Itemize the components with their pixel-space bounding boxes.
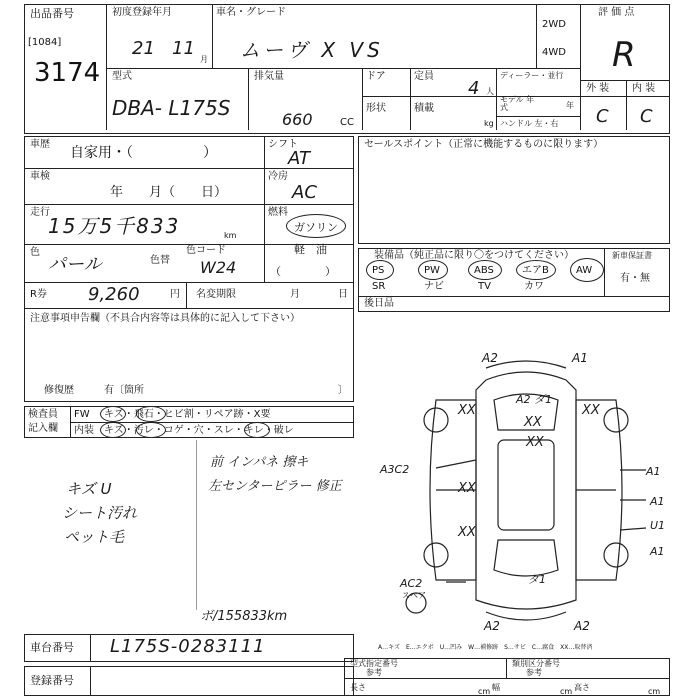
length-label: 長さ xyxy=(350,683,366,692)
note-scratch: キズ U xyxy=(66,480,112,498)
fuel-label: 燃料 xyxy=(268,207,288,218)
equip-pw: PW xyxy=(424,265,440,276)
note-panel: 前 インパネ 擦キ xyxy=(210,455,309,470)
legend: A…キズ E…エクボ U…凹み W…補修跡 S…サビ C…腐食 XX…取替済 xyxy=(378,644,593,651)
divider xyxy=(362,68,363,130)
ac-label: 冷房 xyxy=(268,171,288,182)
fuel-gasoline: ガソリン xyxy=(294,221,338,234)
registration-label: 登録番号 xyxy=(30,674,74,687)
spare-label: スペア xyxy=(402,591,426,600)
reference-label-1: 参考 xyxy=(366,668,382,677)
load-label: 積載 xyxy=(414,103,434,114)
cm-2: cm xyxy=(560,687,573,696)
circle-fw-scratch xyxy=(100,406,126,422)
lot-code: [1084] xyxy=(28,37,62,48)
displacement-unit: CC xyxy=(340,117,354,128)
grade-label: 評 価 点 xyxy=(598,7,635,18)
equip-abs: ABS xyxy=(474,265,494,276)
year-unit: 年 xyxy=(566,101,574,110)
drive-2wd: 2WD xyxy=(542,19,566,30)
cm-3: cm xyxy=(648,687,661,696)
inspector-label-1: 検査員 xyxy=(28,409,58,420)
circle-in-scratch xyxy=(100,422,126,438)
shift-label: シフト xyxy=(268,139,298,150)
car-name-value: ムーヴ X VS xyxy=(240,38,384,62)
mark-a2-front: A2 xyxy=(482,351,498,365)
history-value: 自家用・（ ） xyxy=(70,145,217,161)
first-reg-label: 初度登録年月 xyxy=(112,7,172,18)
ac-value: AC xyxy=(292,182,317,203)
divider xyxy=(24,204,354,205)
fuel-other: （ ） xyxy=(270,265,336,278)
mark-a2-da1: A2 ダ1 xyxy=(516,393,553,406)
divider xyxy=(580,96,670,97)
name-change-month: 月 xyxy=(290,289,300,300)
inspector-label-2: 記入欄 xyxy=(28,423,58,434)
fw-items: キズ・飛石・ヒビ割・リペア跡・X要 xyxy=(104,409,271,420)
divider xyxy=(264,136,265,282)
divider xyxy=(24,308,354,309)
circle-in-wear xyxy=(244,422,270,438)
divider xyxy=(106,68,580,69)
color-change-label: 色替 xyxy=(150,255,170,266)
equip-leather: カワ xyxy=(524,281,544,292)
recycle-value: 9,260 xyxy=(88,284,140,305)
warranty-label: 新車保証書 xyxy=(612,251,652,260)
warranty-value: 有・無 xyxy=(620,273,650,284)
fw-label: FW xyxy=(74,409,90,420)
mark-a3c2: A3C2 xyxy=(380,463,410,476)
sales-frame xyxy=(358,136,670,244)
divider xyxy=(106,4,107,130)
mark-xx-5: XX xyxy=(458,481,476,496)
height-label: 高さ xyxy=(574,683,590,692)
exterior-value: C xyxy=(596,106,609,127)
lot-number: 3174 xyxy=(34,58,101,88)
reference-label-2: 参考 xyxy=(526,668,542,677)
width-label: 幅 xyxy=(492,683,500,692)
mark-a1-front: A1 xyxy=(572,351,588,365)
recycle-unit: 円 xyxy=(170,289,180,300)
mark-da1-rear: ダ1 xyxy=(528,573,546,586)
in-items: キズ・汚レ・コゲ・穴・スレ・キレ・破レ xyxy=(104,425,294,436)
drive-4wd: 4WD xyxy=(542,47,566,58)
shift-value: AT xyxy=(288,148,310,169)
color-label: 色 xyxy=(30,247,40,258)
equip-tv: TV xyxy=(478,281,491,292)
color-value: パール xyxy=(48,254,102,275)
mark-xx-4: XX xyxy=(526,435,544,450)
repair-close: 〕 xyxy=(338,385,348,396)
classification-label: 類別区分番号 xyxy=(512,659,560,668)
equip-airbag: エアB xyxy=(522,265,549,276)
cm-1: cm xyxy=(478,687,491,696)
mark-a1-right-3: A1 xyxy=(650,545,665,558)
mark-xx-3: XX xyxy=(524,415,542,430)
inspection-label: 車検 xyxy=(30,171,50,182)
name-change-day: 日 xyxy=(338,289,348,300)
divider xyxy=(506,658,507,678)
displacement-label: 排気量 xyxy=(254,71,284,82)
divider xyxy=(604,248,605,296)
divider xyxy=(496,116,580,117)
mark-xx-6: XX xyxy=(458,525,476,540)
interior-label: 内 装 xyxy=(632,83,656,94)
divider xyxy=(410,68,411,130)
mark-xx-2: XX xyxy=(582,403,600,418)
divider xyxy=(212,4,213,68)
divider xyxy=(580,4,581,130)
divider xyxy=(248,68,249,130)
note-pillar: 左センターピラー 修正 xyxy=(208,479,342,494)
mark-xx-1: XX xyxy=(458,403,476,418)
note-seat-stain: シート汚れ xyxy=(62,504,138,522)
later-label: 後日品 xyxy=(364,298,394,309)
divider xyxy=(90,666,91,696)
mark-u1: U1 xyxy=(650,519,666,532)
handle-label: ハンドル 左・右 xyxy=(500,119,559,128)
capacity-unit: 人 xyxy=(486,87,494,96)
displacement-value: 660 xyxy=(282,110,313,129)
equip-aw: AW xyxy=(576,265,593,276)
model-value: DBA- L175S xyxy=(112,96,231,120)
divider xyxy=(196,440,197,610)
divider xyxy=(358,296,670,297)
recycle-label: R券 xyxy=(30,289,47,300)
divider xyxy=(626,80,627,130)
divider xyxy=(90,634,91,662)
capacity-value: 4 xyxy=(468,78,480,99)
load-unit: kg xyxy=(484,119,494,128)
repair-value: 有〔箇所 xyxy=(104,385,144,396)
mark-a2-rear-2: A2 xyxy=(574,619,590,633)
door-label: ドア xyxy=(366,71,386,82)
note-pet-hair: ペット毛 xyxy=(64,528,125,546)
note-odometer: ボ/155833km xyxy=(200,609,288,624)
name-change-label: 名変期限 xyxy=(196,289,236,300)
chassis-value: L175S-0283111 xyxy=(110,636,266,657)
circle-airbag xyxy=(516,260,556,280)
equip-ps: PS xyxy=(372,265,385,276)
fuel-gasoline-circle xyxy=(286,214,346,238)
exterior-label: 外 装 xyxy=(586,83,610,94)
first-reg-month: 11 xyxy=(172,38,195,59)
sales-point-label: セールスポイント（正常に機能するものに限ります） xyxy=(364,139,604,150)
first-reg-month-unit: 月 xyxy=(200,55,208,64)
history-label: 車歴 xyxy=(30,139,50,150)
mileage-label: 走行 xyxy=(30,207,50,218)
divider xyxy=(496,68,497,130)
inspection-value: 年 月（ 日） xyxy=(110,185,228,200)
shape-label: 形状 xyxy=(366,103,386,114)
circle-pw xyxy=(418,260,448,280)
model-year-label: モデル 年式 xyxy=(500,95,535,112)
circle-in-stain xyxy=(136,422,166,438)
divider xyxy=(186,282,187,308)
dealer-label: ディーラー・並行 xyxy=(500,71,564,80)
capacity-label: 定員 xyxy=(414,71,434,82)
circle-abs xyxy=(468,260,502,280)
lot-label: 出品番号 xyxy=(30,7,74,20)
mark-a1-right-2: A1 xyxy=(650,495,665,508)
divider xyxy=(580,80,670,81)
color-code-value: W24 xyxy=(200,258,237,277)
mark-a1-right-1: A1 xyxy=(646,465,661,478)
equip-navi: ナビ xyxy=(424,281,444,292)
first-reg-year: 21 xyxy=(132,38,155,59)
fuel-diesel: 軽 油 xyxy=(294,243,327,256)
mileage-value: 15万5千833 xyxy=(48,214,181,238)
color-code-label: 色コード xyxy=(186,245,226,256)
car-name-label: 車名・グレード xyxy=(216,7,286,18)
mark-a2-rear-1: A2 xyxy=(484,619,500,633)
mark-ac2: AC2 xyxy=(400,577,423,590)
equipment-label: 装備品（純正品に限り〇をつけてください） xyxy=(374,250,574,261)
circle-fw-stone xyxy=(136,406,166,422)
divider xyxy=(536,4,537,68)
mileage-unit: km xyxy=(224,231,237,240)
chassis-label: 車台番号 xyxy=(30,641,74,654)
interior-value: C xyxy=(640,106,653,127)
circle-ps xyxy=(366,260,394,280)
notes-label: 注意事項申告欄（不具合内容等は具体的に記入して下さい） xyxy=(30,313,300,324)
divider xyxy=(24,282,354,283)
circle-aw xyxy=(570,258,604,282)
model-label: 型式 xyxy=(112,71,132,82)
type-designation-label: 型式指定番号 xyxy=(350,659,398,668)
grade-value: R xyxy=(612,35,636,75)
divider xyxy=(344,678,670,679)
equip-sr: SR xyxy=(372,281,386,292)
in-label: 内装 xyxy=(74,425,94,436)
repair-label: 修復歴 xyxy=(44,385,74,396)
